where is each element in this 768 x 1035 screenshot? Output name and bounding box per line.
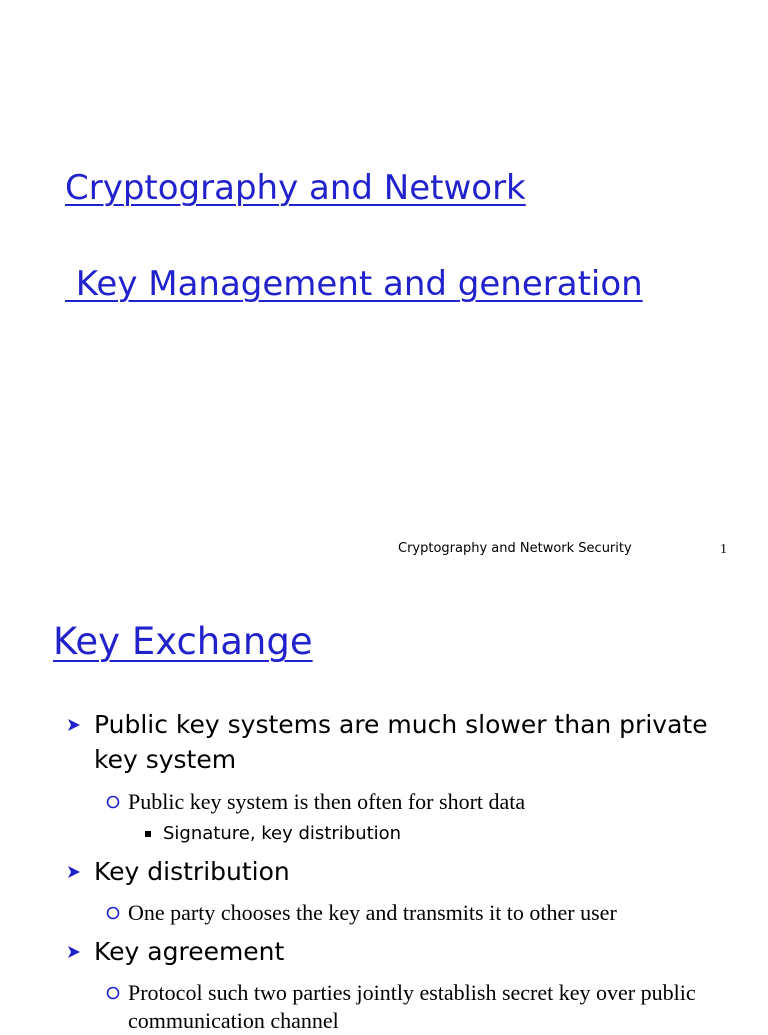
sub-bullet-text: Protocol such two parties jointly establish secret key over public communication channel: [128, 980, 696, 1033]
arrow-bullet-icon: [66, 944, 82, 960]
sub-bullet-item: [106, 979, 748, 1035]
sub-bullet-text: One party chooses the key and transmits it to other user: [128, 900, 617, 925]
arrow-bullet-icon: [66, 717, 82, 733]
arrow-bullet-icon: [66, 864, 82, 880]
slide-title-line-1: Cryptography and Network: [65, 168, 526, 208]
bullet-item: [66, 707, 746, 777]
sub-bullet-item: [106, 899, 617, 927]
slide-title-line-2: Key Management and generation: [65, 264, 643, 304]
sub-sub-bullet-text: Signature, key distribution: [163, 823, 402, 844]
circle-bullet-icon: [106, 906, 120, 920]
circle-bullet-icon: [106, 795, 120, 809]
sub-bullet-text: Public key system is then often for short data: [128, 789, 526, 814]
circle-bullet-icon: [106, 986, 120, 1000]
bullet-text: Key agreement: [94, 937, 285, 966]
sub-bullet-item: [106, 788, 525, 816]
bullet-item: [66, 934, 746, 969]
slide-heading: Key Exchange: [53, 620, 313, 663]
sub-sub-bullet-item: [143, 822, 401, 846]
square-bullet-icon: [145, 831, 151, 837]
slide-footer: Cryptography and Network Security: [398, 541, 632, 556]
bullet-text: Key distribution: [94, 857, 290, 886]
bullet-item: [66, 854, 746, 889]
bullet-text: Public key systems are much slower than private key system: [94, 710, 708, 774]
slide-key-exchange: [0, 590, 768, 1033]
page-number: 1: [720, 542, 727, 557]
